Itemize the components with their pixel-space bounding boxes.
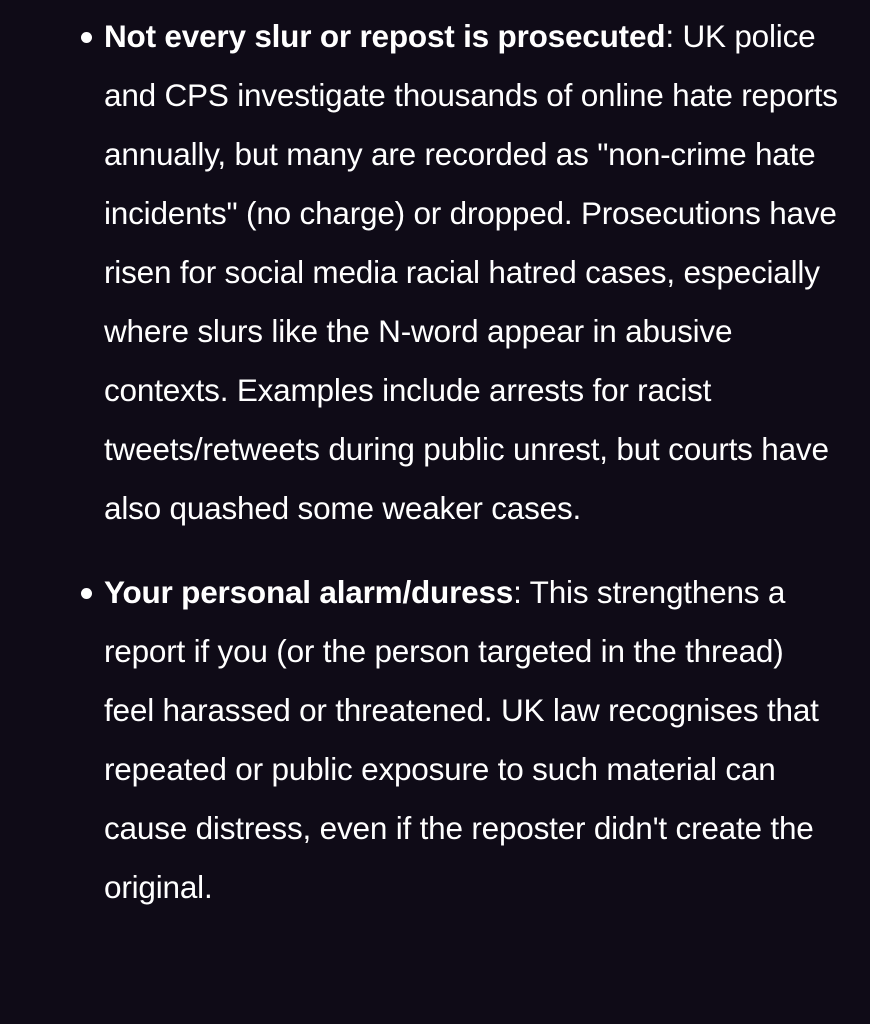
bullet-term: Your personal alarm/duress xyxy=(104,574,514,610)
list-item xyxy=(0,7,870,538)
list-item xyxy=(0,563,870,917)
bullet-term: Not every slur or repost is prosecuted xyxy=(104,18,666,54)
bullet-separator: : xyxy=(513,574,522,610)
bullet-dot-icon xyxy=(81,588,92,599)
bullet-text: UK police and CPS investigate thousands of online hate reports annually, but many are recorded as "non-crime hate incidents" (no charge) or dropped. Prosecutions have risen for social media racial hatred cases, especially where slurs like the N-word appear in abusive contexts. Examples include arrests for racist tweets/retweets during public unrest, but courts have also quashed some weaker cases. xyxy=(104,18,838,526)
bullet-dot-icon xyxy=(81,32,92,43)
bullet-list xyxy=(0,7,870,917)
bullet-separator: : xyxy=(665,18,674,54)
bullet-text: This strengthens a report if you (or the person targeted in the thread) feel harassed or threatened. UK law recognises that repeated or public exposure to such material can cause distress, even if the reposter didn't create the original. xyxy=(104,574,819,905)
